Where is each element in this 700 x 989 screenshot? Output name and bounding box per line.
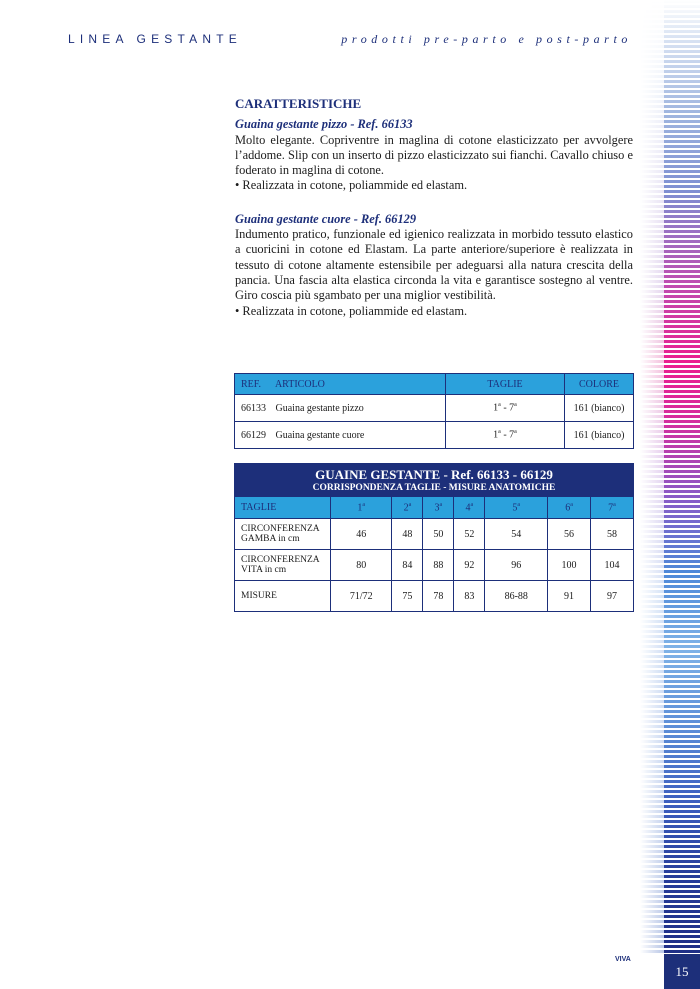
product-block <box>235 117 633 193</box>
page-number: 15 <box>664 954 700 989</box>
product-note: • Realizzata in cotone, poliammide ed elastam. <box>235 303 468 318</box>
table-row <box>235 550 634 581</box>
article-cell <box>235 422 446 449</box>
size-header: 4$^a$ <box>454 497 485 519</box>
size-table-subtitle: CORRISPONDENZA TAGLIE - MISURE ANATOMICHE <box>312 483 556 493</box>
product-description: Indumento pratico, funzionale ed igienico realizzata in morbido tessuto elastico a cuoricini in cotone ed Elastam. La parte anteriore/superiore è realizzata in tessuto di cotone altamente estensibile per adeguarsi alla natura crescita della pancia. Una fascia alta elastica circonda la vita e garantisce sostegno al ventre. Giro coscia più sgambato per una miglior vestibilità. <box>235 227 633 303</box>
value-cell: 56 <box>548 519 591 550</box>
article-name: Guaina gestante cuore <box>275 429 365 441</box>
size-header: 2$^a$ <box>392 497 423 519</box>
size-sep: - <box>500 402 510 414</box>
ref-code: 66133 <box>241 402 266 414</box>
value-cell: 97 <box>590 581 633 612</box>
size-label: TAGLIE <box>235 497 331 519</box>
value-cell: 88 <box>423 550 454 581</box>
size-to: 7 <box>509 402 515 414</box>
article-cell <box>235 395 446 422</box>
product-title: Guaina gestante cuore - Ref. 66129 <box>235 211 417 226</box>
article-table <box>234 373 634 449</box>
table-row <box>235 581 634 612</box>
value-cell: 48 <box>392 519 423 550</box>
value-cell: 58 <box>590 519 633 550</box>
value-cell: 75 <box>392 581 423 612</box>
size-header: 3$^a$ <box>423 497 454 519</box>
table-row <box>235 422 634 449</box>
color-cell: 161 (bianco) <box>565 395 634 422</box>
section-subheader: prodotti pre-parto e post-parto <box>341 32 632 46</box>
value-cell: 50 <box>423 519 454 550</box>
article-name: Guaina gestante pizzo <box>275 402 364 414</box>
product-title: Guaina gestante pizzo - Ref. 66133 <box>235 117 413 132</box>
table-row <box>235 519 634 550</box>
size-header: 5$^a$ <box>485 497 548 519</box>
size-header: 7$^a$ <box>590 497 633 519</box>
size-sup: a <box>498 402 501 409</box>
header-color: COLORE <box>565 374 634 395</box>
header-sizes: TAGLIE <box>446 374 565 395</box>
size-from: 1 <box>493 402 499 414</box>
brand-logo: VIVA <box>615 956 631 963</box>
size-to: 7 <box>509 429 515 441</box>
section-header: LINEA GESTANTE <box>68 32 242 46</box>
ref-code: 66129 <box>241 429 266 441</box>
table-row <box>235 395 634 422</box>
size-sup: a <box>514 402 517 409</box>
size-sep: - <box>500 429 510 441</box>
value-cell: 52 <box>454 519 485 550</box>
value-cell: 92 <box>454 550 485 581</box>
size-sup: a <box>514 429 517 436</box>
value-cell: 78 <box>423 581 454 612</box>
article-table-header-ref-article <box>235 374 446 395</box>
value-cell: 100 <box>548 550 591 581</box>
header-ref: REF. <box>241 378 262 390</box>
size-table <box>234 463 634 612</box>
sizes-cell <box>446 422 565 449</box>
product-block <box>235 212 633 319</box>
product-description: Molto elegante. Copriventre in maglina di cotone elasticizzato per avvolgere l’addome. Slip con un inserto di pizzo elasticizzato sui fianchi. Cavallo chiuso e foderato in maglina di cotone. <box>235 132 633 178</box>
size-sup: a <box>498 429 501 436</box>
size-table-title: GUAINE GESTANTE - Ref. 66133 - 66129 <box>315 467 553 482</box>
decorative-stripes <box>664 0 700 954</box>
value-cell: 96 <box>485 550 548 581</box>
value-cell: 83 <box>454 581 485 612</box>
characteristics-section <box>235 96 633 319</box>
product-note: • Realizzata in cotone, poliammide ed elastam. <box>235 178 468 193</box>
color-cell: 161 (bianco) <box>565 422 634 449</box>
value-cell: 54 <box>485 519 548 550</box>
sizes-cell <box>446 395 565 422</box>
value-cell: 104 <box>590 550 633 581</box>
value-cell: 91 <box>548 581 591 612</box>
section-title: CARATTERISTICHE <box>235 96 362 111</box>
size-header: 6$^a$ <box>548 497 591 519</box>
size-from: 1 <box>493 429 499 441</box>
decorative-stripes-fade <box>640 0 664 954</box>
row-label: CIRCONFERENZA VITA in cm <box>235 550 331 581</box>
header-article: ARTICOLO <box>274 378 325 390</box>
size-header: 1$^a$ <box>331 497 392 519</box>
value-cell: 71/72 <box>331 581 392 612</box>
row-label: CIRCONFERENZA GAMBA in cm <box>235 519 331 550</box>
row-label: MISURE <box>235 581 331 612</box>
value-cell: 46 <box>331 519 392 550</box>
value-cell: 80 <box>331 550 392 581</box>
value-cell: 84 <box>392 550 423 581</box>
value-cell: 86-88 <box>485 581 548 612</box>
size-table-heading <box>235 464 634 497</box>
